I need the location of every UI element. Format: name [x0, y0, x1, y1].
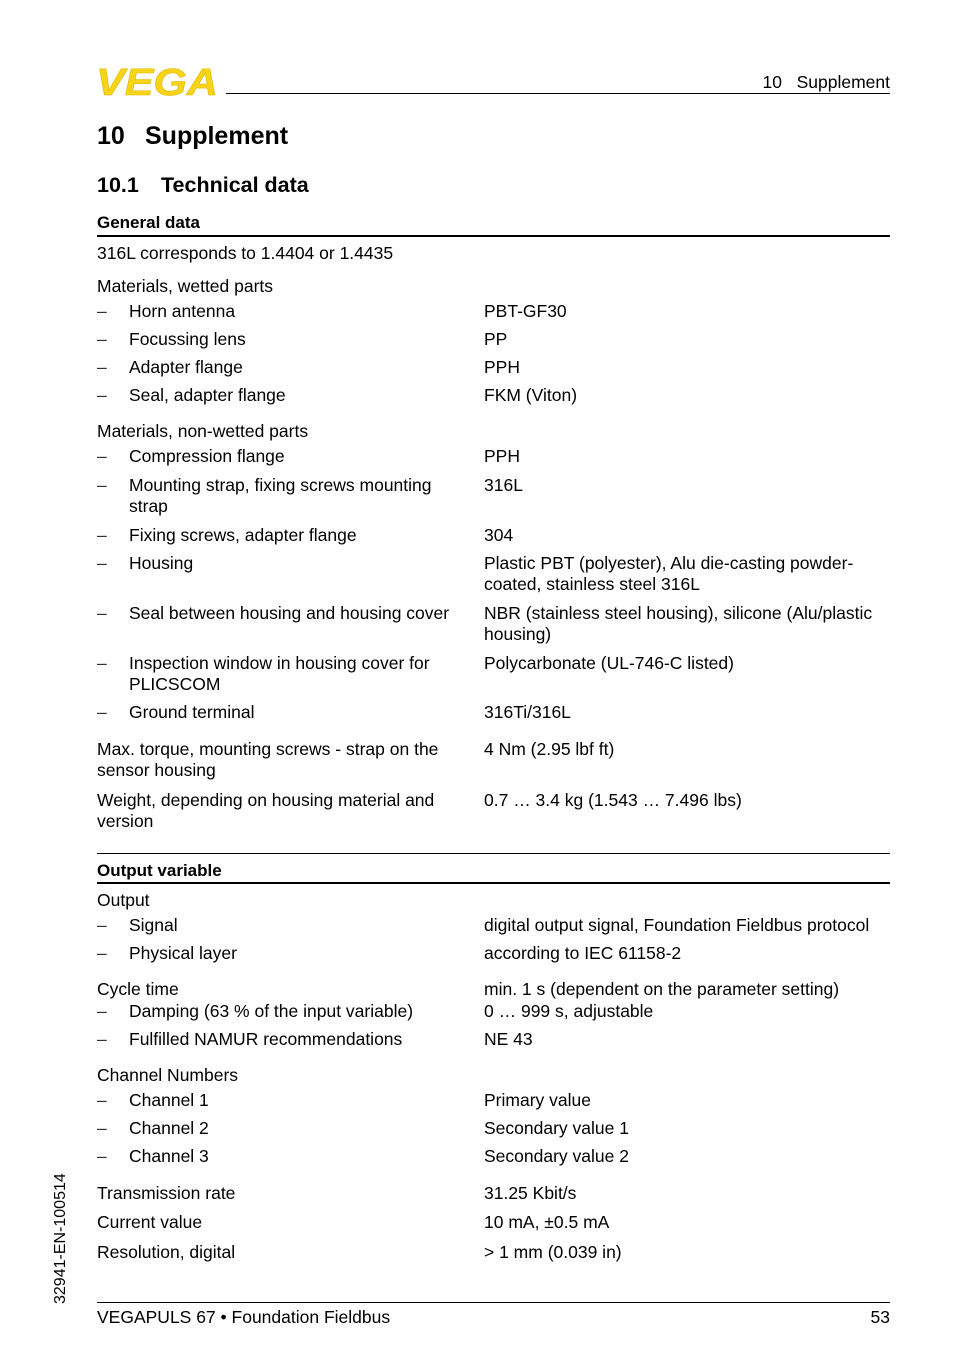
document-code: 32941-EN-100514 [52, 1173, 69, 1304]
item-label: Fixing screws, adapter flange [129, 525, 357, 545]
item-value: Primary value [484, 1090, 591, 1110]
output-top-rule [97, 853, 890, 854]
item-label: Housing [129, 553, 194, 573]
footer-title: VEGAPULS 67 • Foundation Fieldbus [97, 1307, 391, 1327]
row-value: > 1 mm (0.039 in) [484, 1242, 622, 1262]
dash: – [97, 385, 107, 405]
item-label: Compression flange [129, 446, 285, 466]
dash: – [97, 915, 107, 935]
header-rule [226, 93, 890, 94]
item-label: Seal, adapter flange [129, 385, 286, 405]
output-variable-heading: Output variable [97, 861, 222, 880]
item-label: Horn antenna [129, 301, 236, 321]
dash: – [97, 653, 107, 673]
running-head: 10 Supplement [762, 72, 890, 92]
row-value: 10 mA, ±0.5 mA [484, 1212, 610, 1232]
chapter-heading [97, 122, 288, 151]
item-label: Damping (63 % of the input variable) [129, 1001, 414, 1021]
item-value: Secondary value 2 [484, 1146, 629, 1166]
item-value: PPH [484, 446, 520, 466]
item-value: Plastic PBT (polyester), Alu die-casting powder-coated, stainless steel 316L [484, 553, 854, 594]
dash: – [97, 603, 107, 623]
dash: – [97, 301, 107, 321]
page-number: 53 [870, 1307, 890, 1327]
row-label: Transmission rate [97, 1183, 236, 1203]
dash: – [97, 1090, 107, 1110]
dash: – [97, 943, 107, 963]
output-variable-rule [97, 882, 890, 884]
row-value: 31.25 Kbit/s [484, 1183, 577, 1203]
row-label: Weight, depending on housing material and version [97, 790, 435, 831]
item-label: Signal [129, 915, 178, 935]
item-label: Mounting strap, fixing screws mounting strap [129, 475, 432, 516]
item-value: NBR (stainless steel housing), silicone (Alu/plastic housing) [484, 603, 873, 644]
item-label: Adapter flange [129, 357, 243, 377]
item-value: 316L [484, 475, 523, 495]
item-label: Inspection window in housing cover for PLICSCOM [129, 653, 430, 694]
dash: – [97, 1029, 107, 1049]
row-label: Resolution, digital [97, 1242, 236, 1262]
item-value: Polycarbonate (UL-746-C listed) [484, 653, 734, 673]
dash: – [97, 702, 107, 722]
footer-rule [97, 1302, 890, 1303]
item-value: NE 43 [484, 1029, 533, 1049]
item-value: 0 … 999 s, adjustable [484, 1001, 654, 1021]
dash: – [97, 1146, 107, 1166]
row-label: Output [97, 890, 150, 910]
note-text: 316L corresponds to 1.4404 or 1.4435 [97, 243, 394, 263]
item-value: 316Ti/316L [484, 702, 571, 722]
dash: – [97, 553, 107, 573]
item-value: according to IEC 61158-2 [484, 943, 682, 963]
row-label: Materials, wetted parts [97, 276, 274, 296]
item-value: PPH [484, 357, 520, 377]
dash: – [97, 1001, 107, 1021]
row-label: Cycle time [97, 979, 179, 999]
row-value: 4 Nm (2.95 lbf ft) [484, 739, 615, 759]
item-value: Secondary value 1 [484, 1118, 629, 1138]
section-heading [97, 173, 309, 198]
item-value: 304 [484, 525, 514, 545]
row-value: 0.7 … 3.4 kg (1.543 … 7.496 lbs) [484, 790, 742, 810]
general-data-heading: General data [97, 213, 200, 232]
general-data-rule [97, 235, 890, 237]
row-value: min. 1 s (dependent on the parameter setting) [484, 979, 840, 999]
dash: – [97, 357, 107, 377]
section-title: Technical data [161, 173, 309, 197]
item-label: Physical layer [129, 943, 237, 963]
section-number: 10.1 [97, 173, 139, 197]
chapter-title: Supplement [145, 122, 289, 150]
vega-logo [96, 64, 220, 98]
row-label: Current value [97, 1212, 203, 1232]
item-value: FKM (Viton) [484, 385, 578, 405]
item-label: Channel 1 [129, 1090, 209, 1110]
item-label: Channel 3 [129, 1146, 209, 1166]
dash: – [97, 1118, 107, 1138]
item-label: Focussing lens [129, 329, 246, 349]
item-label: Fulfilled NAMUR recommendations [129, 1029, 403, 1049]
logo-text: VEGA [96, 64, 218, 98]
item-value: PP [484, 329, 508, 349]
item-label: Seal between housing and housing cover [129, 603, 450, 623]
item-label: Channel 2 [129, 1118, 209, 1138]
dash: – [97, 475, 107, 495]
item-label: Ground terminal [129, 702, 255, 722]
dash: – [97, 446, 107, 466]
dash: – [97, 329, 107, 349]
row-label: Channel Numbers [97, 1065, 239, 1085]
dash: – [97, 525, 107, 545]
item-value: PBT-GF30 [484, 301, 567, 321]
item-value: digital output signal, Foundation Fieldbus protocol [484, 915, 870, 935]
row-label: Max. torque, mounting screws - strap on the sensor housing [97, 739, 439, 780]
chapter-number: 10 [97, 122, 125, 150]
row-label: Materials, non-wetted parts [97, 421, 309, 441]
